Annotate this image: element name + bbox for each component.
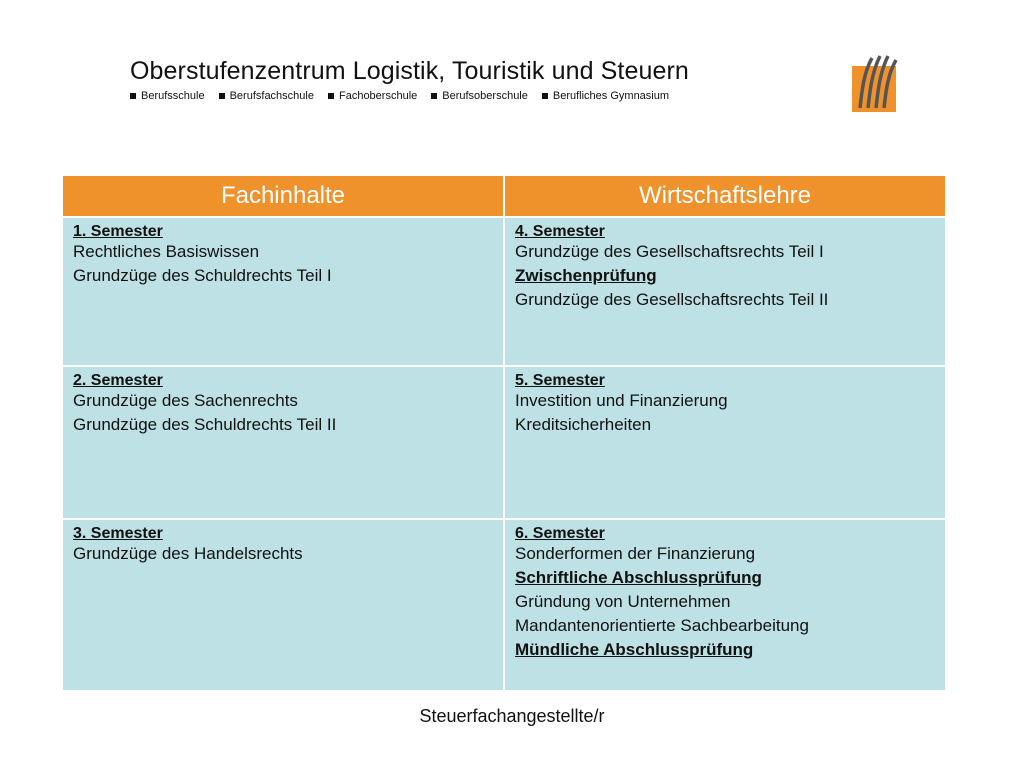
curriculum-table <box>61 174 947 692</box>
exam-label: Schriftliche Abschlussprüfung <box>515 568 762 587</box>
topic-label: Rechtliches Basiswissen <box>73 242 260 261</box>
bullet-square-icon <box>542 93 548 99</box>
school-type-label: Berufsoberschule <box>442 90 528 102</box>
topic-label: Grundzüge des Gesellschaftsrechts Teil I <box>515 242 824 261</box>
table-header-row <box>62 175 946 217</box>
table-row <box>62 366 946 519</box>
topic-label: Grundzüge des Gesellschaftsrechts Teil II <box>515 290 829 309</box>
exam-label: Zwischenprüfung <box>515 266 657 285</box>
semester-label: 4. Semester <box>515 223 605 240</box>
school-type-item <box>130 90 205 102</box>
school-type-label: Berufliches Gymnasium <box>552 90 670 102</box>
school-type-label: Berufsfachschule <box>229 90 314 102</box>
bullet-square-icon <box>219 93 225 99</box>
topic-label: Investition und Finanzierung <box>515 391 728 410</box>
semester-label: 2. Semester <box>73 372 163 389</box>
school-type-item <box>431 90 528 102</box>
topic-label: Mandantenorientierte Sachbearbeitung <box>515 616 809 635</box>
page-header <box>130 57 689 102</box>
semester-label: 3. Semester <box>73 525 163 542</box>
bullet-square-icon <box>130 93 136 99</box>
topic-label: Grundzüge des Schuldrechts Teil II <box>73 415 337 434</box>
semester-cell <box>62 519 504 691</box>
header-fachinhalte: Fachinhalte <box>62 175 504 217</box>
school-type-item <box>219 90 314 102</box>
topic-label: Gründung von Unternehmen <box>515 592 731 611</box>
semester-cell <box>62 366 504 519</box>
semester-cell <box>62 217 504 366</box>
topic-label: Grundzüge des Handelsrechts <box>73 544 303 563</box>
school-type-item <box>542 90 669 102</box>
exam-label: Mündliche Abschlussprüfung <box>515 640 754 659</box>
semester-cell <box>504 519 946 691</box>
page-title: Oberstufenzentrum Logistik, Touristik und Steuern <box>130 57 689 85</box>
header-wirtschaftslehre: Wirtschaftslehre <box>504 175 946 217</box>
table-row <box>62 519 946 691</box>
semester-label: 6. Semester <box>515 525 605 542</box>
topic-label: Grundzüge des Sachenrechts <box>73 391 298 410</box>
semester-cell <box>504 366 946 519</box>
topic-label: Sonderformen der Finanzierung <box>515 544 756 563</box>
semester-label: 5. Semester <box>515 372 605 389</box>
footer-text: Steuerfachangestellte/r <box>419 706 605 726</box>
semester-label: 1. Semester <box>73 223 163 240</box>
topic-label: Grundzüge des Schuldrechts Teil I <box>73 266 332 285</box>
school-type-label: Fachoberschule <box>338 90 418 102</box>
semester-cell <box>504 217 946 366</box>
school-types <box>130 90 689 102</box>
bullet-square-icon <box>431 93 437 99</box>
school-type-label: Berufsschule <box>141 90 205 102</box>
bullet-square-icon <box>328 93 334 99</box>
school-logo-icon <box>850 52 898 114</box>
school-type-item <box>328 90 417 102</box>
topic-label: Kreditsicherheiten <box>515 415 652 434</box>
table-row <box>62 217 946 366</box>
